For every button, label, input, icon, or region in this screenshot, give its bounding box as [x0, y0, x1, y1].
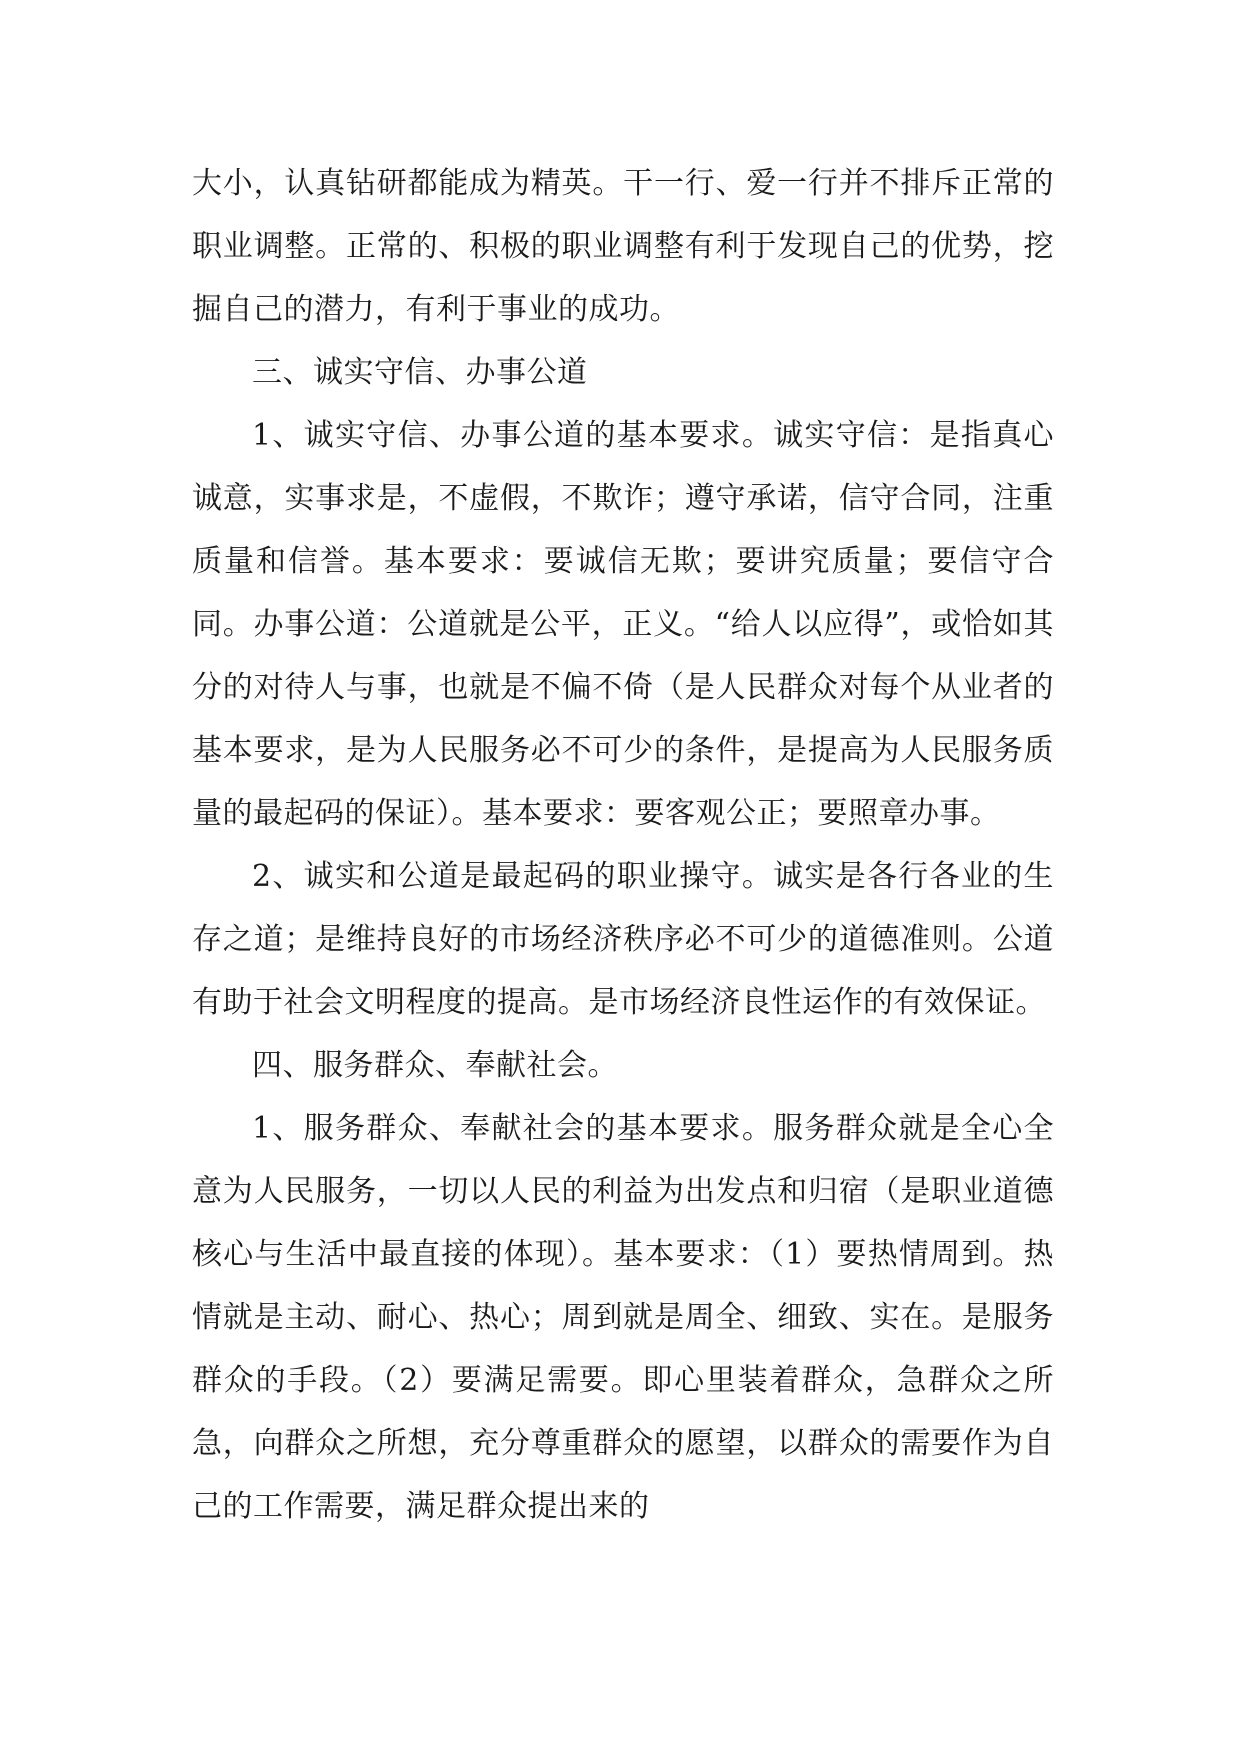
paragraph-honesty-requirements: 1、诚实守信、办事公道的基本要求。诚实守信：是指真心诚意，实事求是，不虚假，不欺诈；遵守承诺，信守合同，注重质量和信誉。基本要求：要诚信无欺；要讲究质量；要信守合同。办事公道：公道就是公平，正义。“给人以应得”，或恰如其分的对待人与事，也就是不偏不倚（是人民群众对每个从业者的基本要求，是为人民服务必不可少的条件，是提高为人民服务质量的最起码的保证）。基本要求：要客观公正；要照章办事。	[192, 418, 1054, 831]
paragraph-serve-masses: 1、服务群众、奉献社会的基本要求。服务群众就是全心全意为人民服务，一切以人民的利益为出发点和归宿（是职业道德核心与生活中最直接的体现）。基本要求：（1）要热情周到。热情就是主动、耐心、热心；周到就是周全、细致、实在。是服务群众的手段。（2）要满足需要。即心里装着群众，急群众之所急，向群众之所想，充分尊重群众的愿望，以群众的需要作为自己的工作需要，满足群众提出来的	[192, 1111, 1054, 1524]
paragraph-honesty-ethics: 2、诚实和公道是最起码的职业操守。诚实是各行各业的生存之道；是维持良好的市场经济秩序必不可少的道德准则。公道有助于社会文明程度的提高。是市场经济良性运作的有效保证。	[192, 859, 1054, 1020]
section-heading-three: 三、诚实守信、办事公道	[252, 355, 588, 390]
paragraph-continued: 大小，认真钻研都能成为精英。干一行、爱一行并不排斥正常的职业调整。正常的、积极的职业调整有利于发现自己的优势，挖掘自己的潜力，有利于事业的成功。	[192, 166, 1054, 327]
section-heading-four: 四、服务群众、奉献社会。	[252, 1048, 618, 1083]
document-body	[192, 152, 1054, 1538]
